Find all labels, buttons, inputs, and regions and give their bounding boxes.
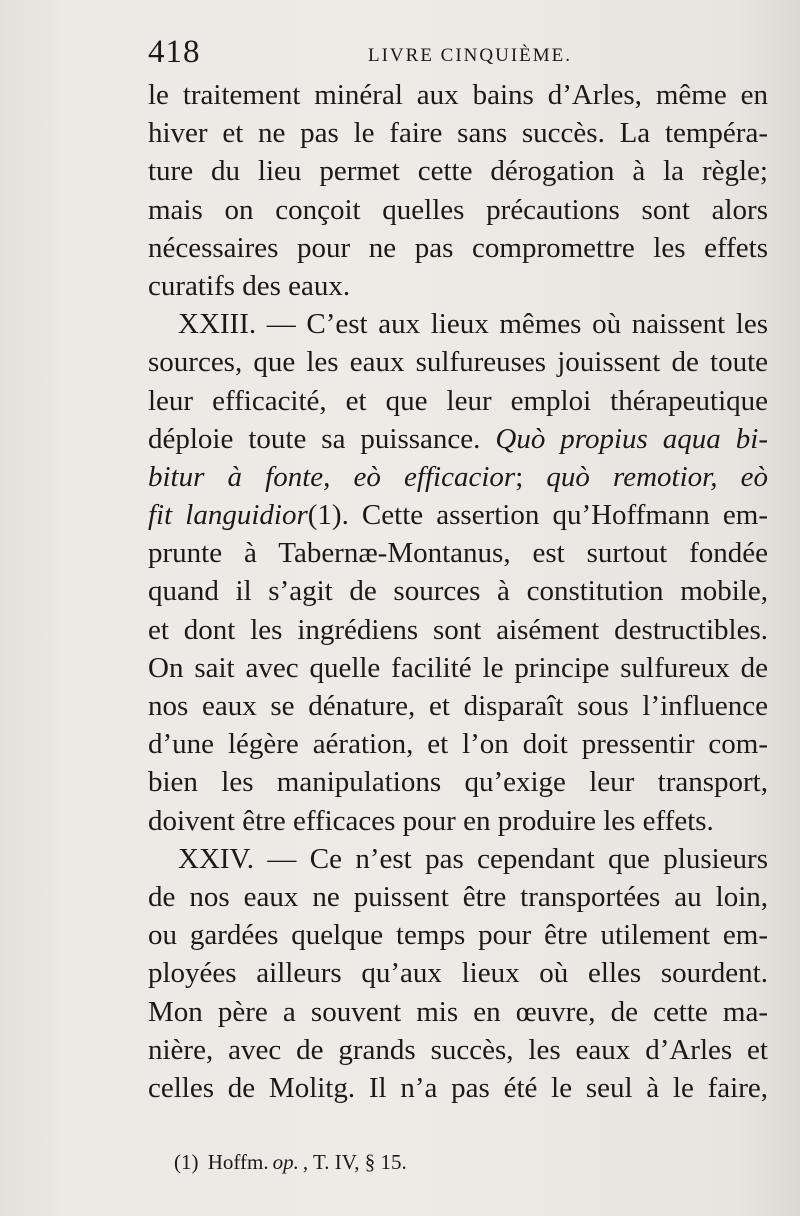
text-line: [148, 152, 768, 190]
text-line: [148, 420, 768, 458]
text-line: [148, 114, 768, 152]
line-text: quand il s’agit de sources à constitution mobile,: [148, 575, 768, 608]
text-line: [148, 840, 768, 878]
line-text: ;: [515, 460, 547, 493]
text-line: [148, 343, 768, 381]
text-line: [148, 725, 768, 763]
line-text: de nos eaux ne puissent être transportées au loin,: [148, 880, 768, 913]
line-text: celles de Molitg. Il n’a pas été le seul à le faire,: [148, 1071, 768, 1104]
line-text: bien les manipulations qu’exige leur transport,: [148, 766, 768, 799]
line-text: Mon père a souvent mis en œuvre, de cette ma-: [148, 995, 768, 1028]
line-text: le traitement minéral aux bains d’Arles, même en: [148, 79, 768, 111]
text-line: [148, 382, 768, 420]
text-line: [148, 496, 768, 534]
footnote-marker: (1): [174, 1150, 199, 1174]
line-text: prunte à Tabernæ-Montanus, est surtout fondée: [148, 537, 768, 570]
latin-quote-text: Quò propius aqua bi-: [495, 422, 768, 455]
text-line: [148, 267, 768, 305]
text-line: [148, 1069, 768, 1107]
text-line: [148, 611, 768, 649]
latin-quote-text: fit languidior: [148, 499, 308, 532]
text-line: [148, 305, 768, 343]
line-text: déploie toute sa puissance.: [148, 422, 496, 455]
text-line: [148, 572, 768, 610]
text-line: [148, 878, 768, 916]
text-line: [148, 191, 768, 229]
text-line: [148, 954, 768, 992]
line-text: sources, que les eaux sulfureuses jouissent de toute: [148, 346, 768, 379]
text-line: [148, 649, 768, 687]
footnote-volume: , T. IV, § 15.: [302, 1150, 407, 1174]
line-text: nécessaires pour ne pas compromettre les effets: [148, 231, 768, 264]
line-text: On sait avec quelle facilité le principe sulfureux de: [148, 651, 768, 684]
line-text: (1). Cette assertion qu’Hoffmann em-: [307, 499, 768, 532]
line-text: mais on conçoit quelles précautions sont alors: [148, 193, 768, 226]
line-text: d’une légère aération, et l’on doit pressentir com-: [148, 728, 768, 761]
footnote: [174, 1150, 411, 1175]
text-line: [148, 229, 768, 267]
line-text: et dont les ingrédiens sont aisément destructibles.: [148, 613, 768, 646]
text-line: [148, 763, 768, 801]
text-line: [148, 993, 768, 1031]
text-line: [148, 916, 768, 954]
text-line: [148, 687, 768, 725]
line-text: nière, avec de grands succès, les eaux d’Arles et: [148, 1033, 768, 1066]
latin-quote-text: quò remotior, eò: [546, 460, 768, 493]
text-line: [148, 458, 768, 496]
line-text: XXIV. — Ce n’est pas cependant que plusieurs: [178, 842, 768, 875]
line-text: hiver et ne pas le faire sans succès. La tempéra-: [148, 117, 768, 150]
line-text: ployées ailleurs qu’aux lieux où elles sourdent.: [148, 957, 768, 990]
text-line: [148, 76, 768, 114]
latin-quote-text: bitur à fonte, eò efficacior: [148, 460, 516, 493]
line-text: ou gardées quelque temps pour être utilement em-: [148, 919, 768, 952]
line-text: ture du lieu permet cette dérogation à la règle;: [148, 155, 768, 188]
line-text: XXIII. — C’est aux lieux mêmes où naissent les: [178, 308, 768, 341]
footnote-author: Hoffm.: [207, 1150, 269, 1174]
text-line: [148, 534, 768, 572]
page-number: 418: [148, 34, 201, 70]
page-header: [148, 34, 768, 74]
footnote-work: op.: [272, 1150, 299, 1174]
line-text: nos eaux se dénature, et disparaît sous l’influence: [148, 690, 768, 722]
text-line: [148, 1031, 768, 1069]
running-head: LIVRE CINQUIÈME.: [368, 45, 573, 66]
line-text: leur efficacité, et que leur emploi thérapeutique: [148, 384, 768, 417]
text-line: [148, 802, 768, 840]
line-text: curatifs des eaux.: [148, 269, 351, 302]
line-text: doivent être efficaces pour en produire les effets.: [148, 804, 714, 837]
body-text: [148, 76, 768, 1107]
